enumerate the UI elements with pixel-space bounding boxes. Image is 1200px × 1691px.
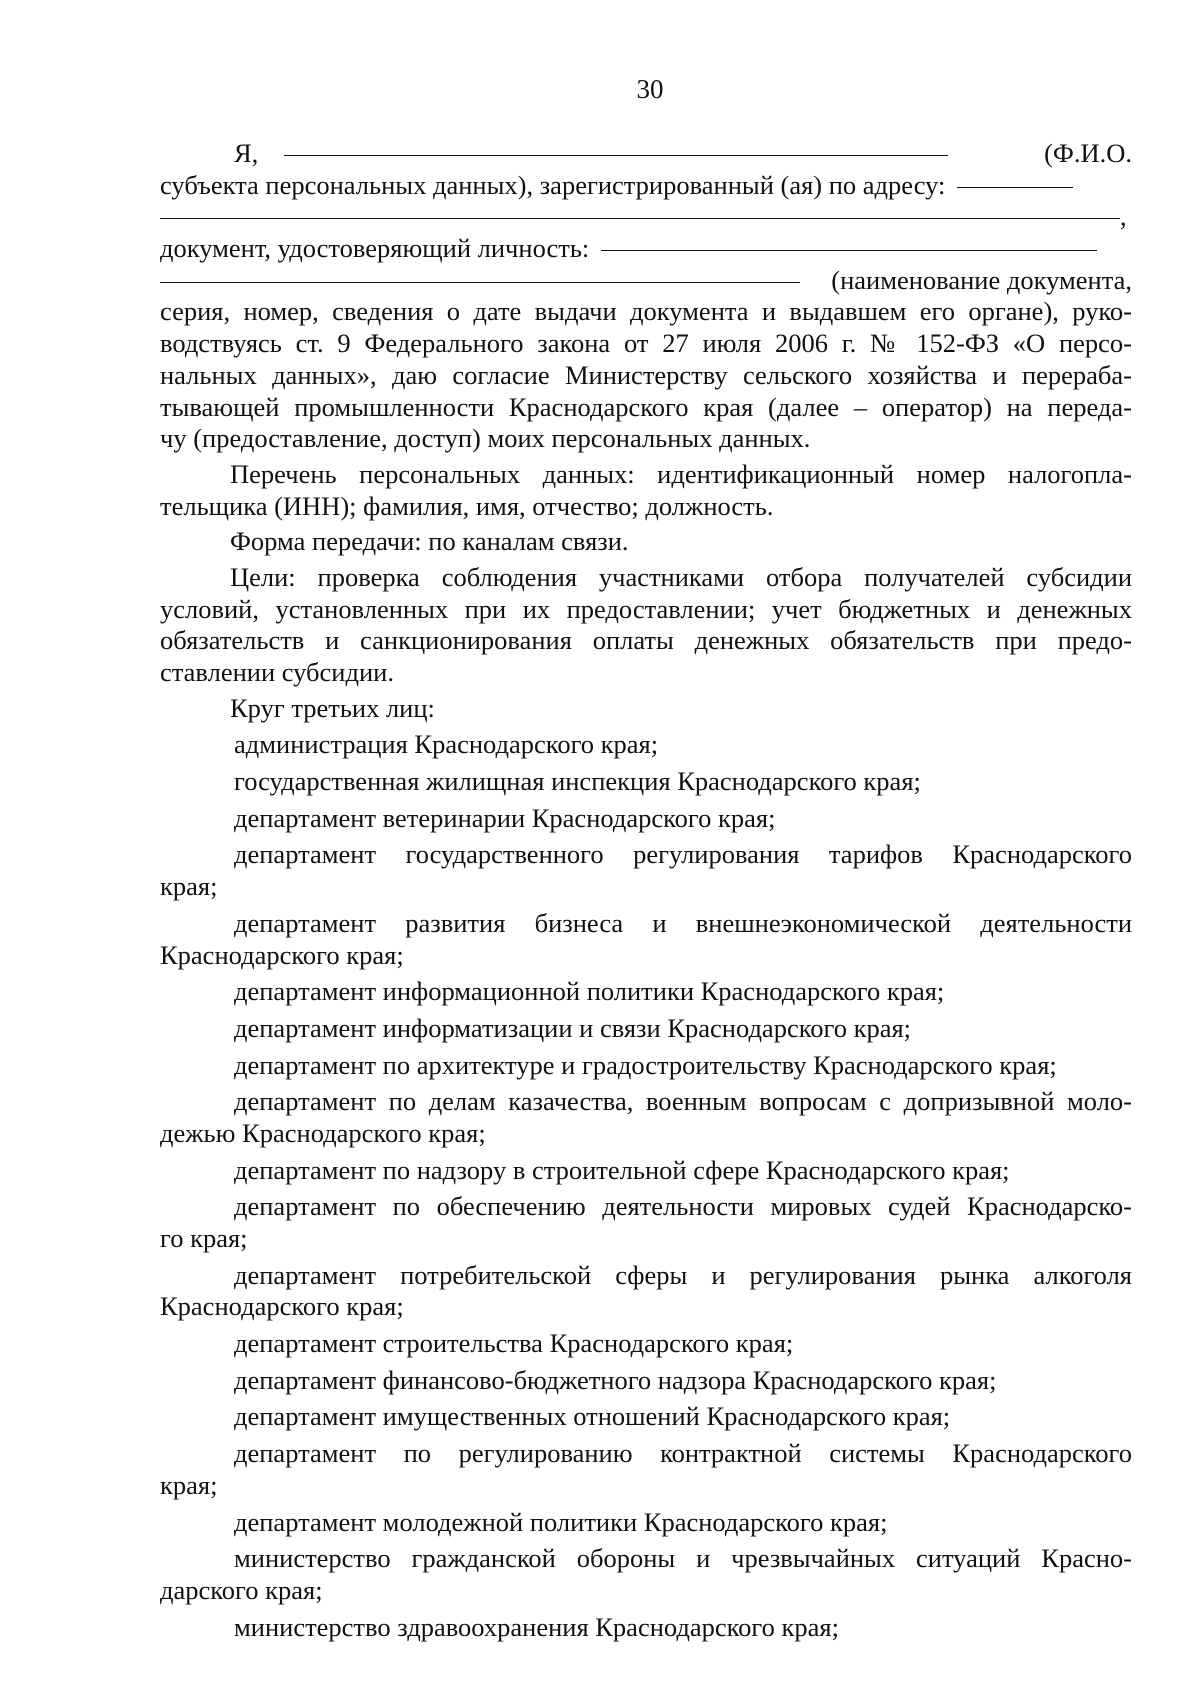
text-line: обязательств и санкционирования оплаты денежных обязательств при предо- [160,625,1132,656]
list-item-line: департамент имущественных отношений Краснодарского края; [234,1401,951,1432]
text-line: Форма передачи: по каналам связи. [230,526,629,557]
list-item-line: департамент информационной политики Краснодарского края; [234,976,945,1007]
id-doc-blank[interactable] [601,250,1097,251]
list-item [160,1507,1132,1539]
doc-name-hint: (наименование документа, [831,264,1132,295]
list-item-line: Краснодарского края; [160,939,404,970]
subject-label: субъекта персональных данных), зарегистрированный (ая) по адресу: [160,169,946,200]
list-item [160,766,1132,798]
doc-name-blank[interactable] [160,282,800,283]
ya-label: Я, [234,138,259,168]
fio-hint: (Ф.И.О. [1044,138,1132,168]
list-item-line: департамент государственного регулирования тарифов Краснодарского [234,839,1132,870]
list-item-line: департамент финансово-бюджетного надзора Краснодарского края; [234,1364,997,1395]
text-line: тывающей промышленности Краснодарского края (далее – оператор) на переда- [160,391,1132,422]
list-item-line: департамент по регулированию контрактной системы Краснодарского [234,1438,1132,1469]
text-line: Перечень персональных данных: идентификационный номер налогопла- [230,458,1132,489]
address-comma: , [1120,201,1127,232]
list-item-line: администрация Краснодарского края; [234,729,659,760]
text-line: нальных данных», даю согласие Министерству сельского хозяйства и перераба- [160,359,1132,390]
list-item-line: края; [160,871,218,902]
list-item [160,1260,1132,1323]
list-item-line: министерство здравоохранения Краснодарского края; [234,1611,839,1642]
data-list-paragraph [160,459,1132,522]
list-item-line: департамент развития бизнеса и внешнеэкономической деятельности [234,907,1132,938]
form-line-fio [160,138,1132,170]
list-item-line: департамент по архитектуре и градостроительству Краснодарского края; [234,1049,1057,1080]
list-item [160,908,1132,971]
list-item [160,976,1132,1008]
third-parties-list [160,729,1132,1643]
text-line: ставлении субсидии. [160,657,394,687]
fio-blank[interactable] [284,155,948,156]
form-line-address [160,170,1132,202]
list-item [160,803,1132,835]
list-item [160,1438,1132,1501]
text-line: тельщика (ИНН); фамилия, имя, отчество; должность. [160,490,774,521]
list-item [160,1155,1132,1187]
list-item-line: департамент по обеспечению деятельности мировых судей Краснодарско- [234,1191,1132,1222]
list-item [160,839,1132,902]
list-item-line: департамент молодежной политики Краснодарского края; [234,1506,888,1537]
list-item-line: государственная жилищная инспекция Краснодарского края; [234,766,921,797]
list-item [160,729,1132,761]
list-item-line: дарского края; [160,1574,323,1605]
address-blank-2[interactable] [160,218,1120,219]
list-item [160,1050,1132,1082]
page-number: 30 [636,74,664,104]
list-item-line: департамент потребительской сферы и регулирования рынка алкоголя [234,1259,1132,1290]
document-body [160,138,1132,1643]
list-item-line: министерство гражданской обороны и чрезвычайных ситуаций Красно- [234,1543,1132,1574]
text-line: чу (предоставление, доступ) моих персональных данных. [160,423,811,454]
list-item [160,1191,1132,1254]
form-line-address-2 [160,201,1132,233]
form-line-doc-name [160,265,1132,297]
consent-paragraph [160,296,1132,454]
list-item-line: Краснодарского края; [160,1291,404,1322]
address-blank-1[interactable] [957,187,1073,188]
goals-paragraph [160,562,1132,689]
list-item-line: департамент по делам казачества, военным вопросам с допризывной моло- [234,1086,1132,1117]
third-parties-heading [160,693,1132,725]
list-item [160,1086,1132,1149]
text-line: Цели: проверка соблюдения участниками отбора получателей субсидии [230,561,1132,592]
text-line: серия, номер, сведения о дате выдачи документа и выдавшем его органе), руко- [160,296,1132,327]
list-item-line: департамент строительства Краснодарского края; [234,1328,794,1359]
form-line-id-doc [160,233,1132,265]
list-item [160,1013,1132,1045]
list-item [160,1401,1132,1433]
list-item-line: края; [160,1469,218,1500]
list-item [160,1543,1132,1606]
list-item-line: департамент информатизации и связи Краснодарского края; [234,1012,912,1043]
text-line: водствуясь ст. 9 Федерального закона от 27 июля 2006 г. № 152-ФЗ «О персо- [160,328,1132,359]
list-item [160,1365,1132,1397]
id-doc-label: документ, удостоверяющий личность: [160,233,590,264]
list-item-line: департамент ветеринарии Краснодарского края; [234,802,776,833]
transfer-form-paragraph [160,526,1132,558]
list-item [160,1328,1132,1360]
list-item-line: дежью Краснодарского края; [160,1117,486,1148]
list-item [160,1612,1132,1644]
list-item-line: го края; [160,1223,248,1253]
heading-line: Круг третьих лиц: [230,692,435,723]
text-line: условий, установленных при их предоставлении; учет бюджетных и денежных [160,593,1132,624]
list-item-line: департамент по надзору в строительной сфере Краснодарского края; [234,1154,1010,1185]
